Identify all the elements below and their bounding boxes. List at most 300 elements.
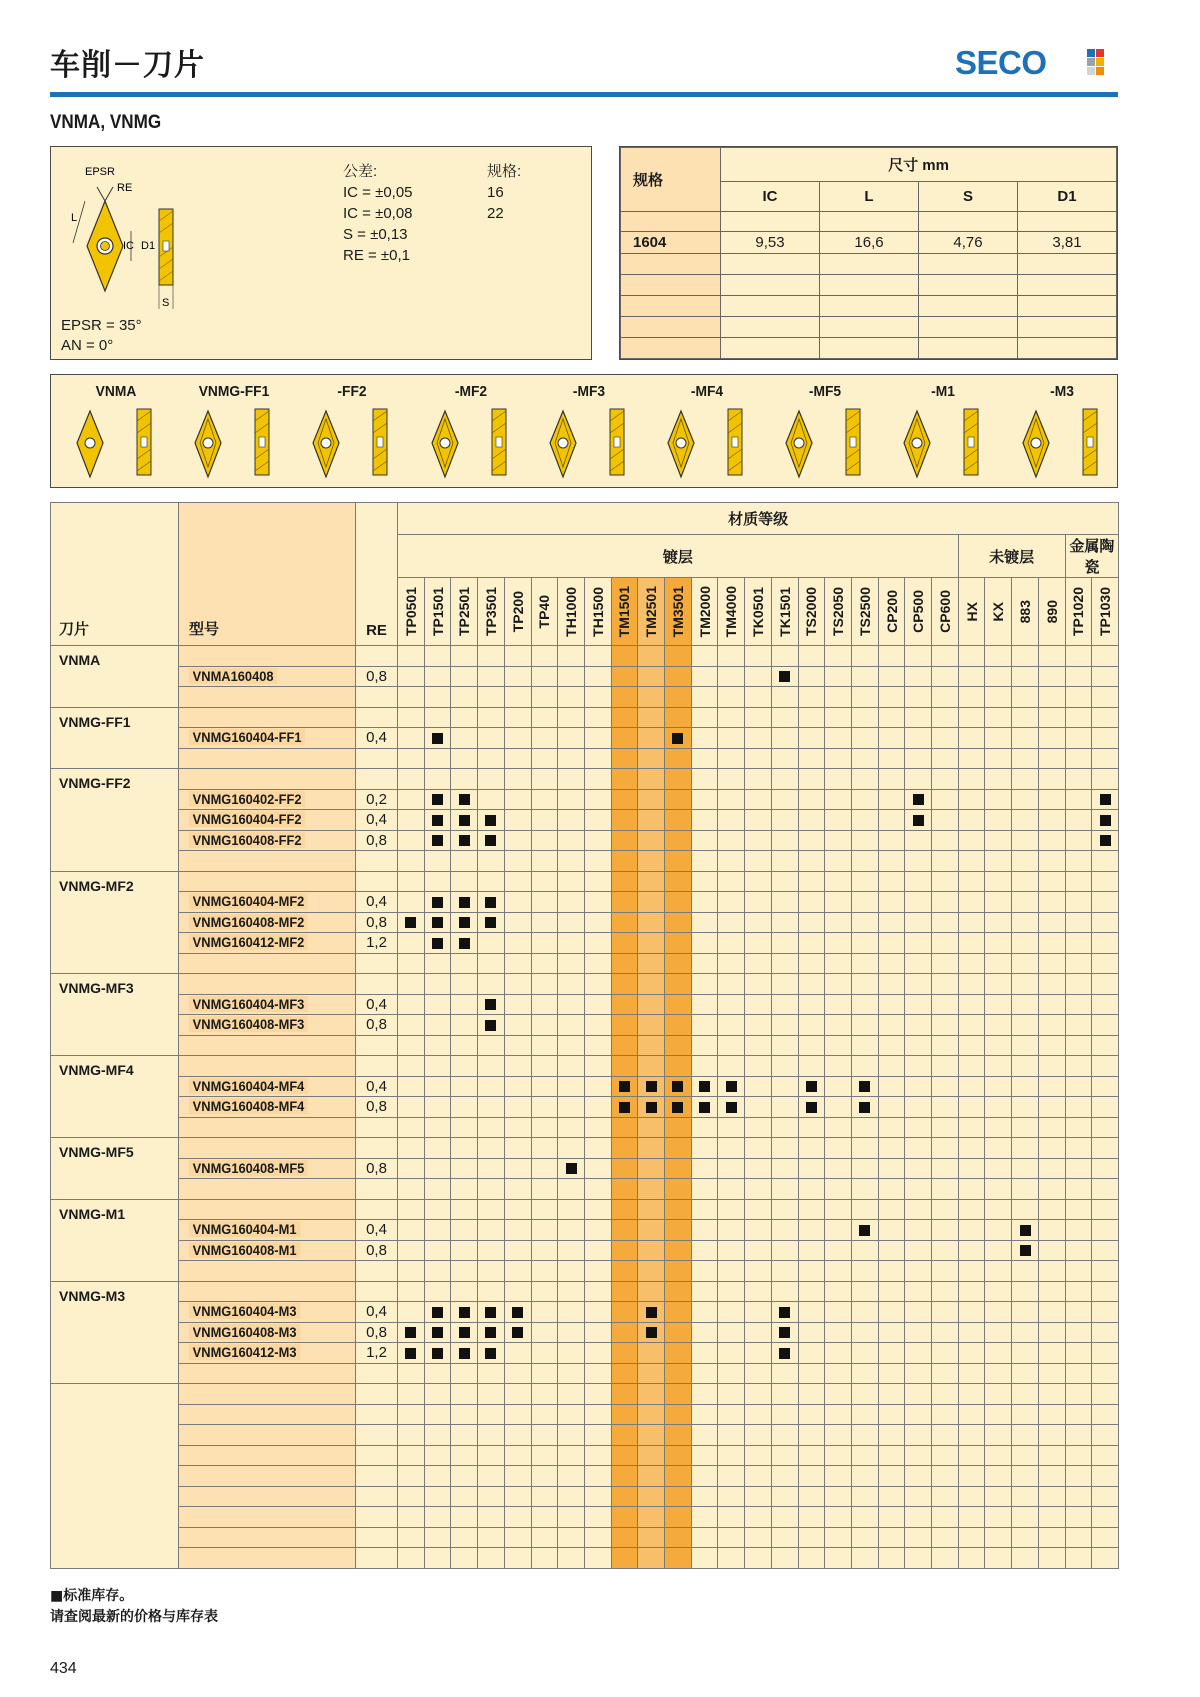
grade-cell [611,1076,638,1097]
grade-cell [665,1199,692,1220]
grade-cell [638,1507,665,1528]
grade-cell [531,1343,558,1364]
re-cell [356,1179,398,1200]
stock-mark [459,1307,470,1318]
grade-cell [398,646,425,667]
grade-cell [531,1261,558,1282]
grade-cell [1065,1302,1092,1323]
grade-cell [958,1466,985,1487]
grade-cell [1065,851,1092,872]
grade-cell [958,1179,985,1200]
grade-cell [665,748,692,769]
stock-mark [405,917,416,928]
grade-cell [851,1097,878,1118]
grade-cell [504,974,531,995]
grade-cell [558,707,585,728]
grade-name: TM2501 [643,585,660,638]
grade-cell [718,974,745,995]
grade-cell [718,1158,745,1179]
geometry-spec-panel [50,146,592,360]
grade-cell [985,1097,1012,1118]
col-header-model: 型号 [179,503,356,646]
grade-cell [531,1507,558,1528]
grade-cell [611,1138,638,1159]
grade-cell [584,707,611,728]
grade-cell [851,769,878,790]
grade-cell [958,1138,985,1159]
grade-cell [1012,1404,1039,1425]
stock-mark [619,1081,630,1092]
grade-cell [504,1015,531,1036]
page-title: 车削－刀片 [50,48,205,83]
grade-cell [745,1404,772,1425]
grade-cell [558,1117,585,1138]
grade-cell [1012,1343,1039,1364]
grade-cell [985,1445,1012,1466]
radius-value: 0,8 [366,1241,387,1259]
grade-cell [611,851,638,872]
grade-cell [1012,871,1039,892]
grade-cell [798,1240,825,1261]
grade-cell [691,646,718,667]
grade-cell [1092,953,1119,974]
grade-cell [584,728,611,749]
grade-cell [398,1548,425,1569]
grade-cell [1065,1343,1092,1364]
grade-cell [638,810,665,831]
stock-mark [432,835,443,846]
grade-cell [985,1425,1012,1446]
grade-cell [958,748,985,769]
grade-cell [878,1220,905,1241]
grade-cell [798,1507,825,1528]
grade-cell [1038,1404,1065,1425]
grade-cell [558,687,585,708]
grade-cell [718,789,745,810]
stock-mark [485,897,496,908]
grade-cell [958,789,985,810]
stock-mark [913,794,924,805]
grade-cell [825,1486,852,1507]
grade-cell [451,1322,478,1343]
grade-cell [932,1466,959,1487]
grade-cell [478,1445,505,1466]
grade-cell [478,1343,505,1364]
grade-cell [478,1179,505,1200]
grade-cell [691,1425,718,1446]
grade-cell [878,646,905,667]
table-row [51,1220,1119,1241]
grade-cell [718,1261,745,1282]
grade-cell [424,1384,451,1405]
grade-cell [851,912,878,933]
grade-cell [531,1220,558,1241]
grade-cell [745,953,772,974]
grade-header-cell [665,578,692,646]
insert-style-drawing [57,405,175,485]
grade-cell [478,933,505,954]
grade-cell [478,748,505,769]
grade-cell [398,748,425,769]
insert-style-drawing [884,405,1002,485]
insert-style-drawing [1003,405,1121,485]
grade-cell [558,1466,585,1487]
stock-mark [432,815,443,826]
grade-cell [584,1035,611,1056]
grade-cell [611,933,638,954]
grade-header-cell [825,578,852,646]
grade-cell [851,892,878,913]
grade-group-header: 镀层 [398,535,959,578]
grade-cell [745,1527,772,1548]
model-cell [179,1445,356,1466]
grade-cell [1065,1015,1092,1036]
grade-name: TH1500 [589,586,606,637]
grade-name: TM3501 [669,585,686,638]
grade-cell [905,892,932,913]
grade-cell [958,1076,985,1097]
grade-cell [451,1199,478,1220]
spacer-row [51,1548,1119,1569]
grade-cell [1092,1035,1119,1056]
grade-name: TK1501 [776,586,793,637]
tolerance-1: IC = ±0,05 [343,184,413,201]
grade-cell [745,1425,772,1446]
grade-cell [1038,1240,1065,1261]
model-cell [179,851,356,872]
grade-cell [878,1425,905,1446]
grade-cell [1012,1199,1039,1220]
grade-cell [745,1199,772,1220]
grade-cell [958,707,985,728]
grade-cell [825,1322,852,1343]
re-cell [356,1302,398,1323]
grade-cell [451,1138,478,1159]
grade-cell [665,1035,692,1056]
grade-cell [691,1404,718,1425]
grade-cell [745,1097,772,1118]
grade-cell [1012,1281,1039,1302]
stock-mark [672,733,683,744]
grade-cell [1012,1097,1039,1118]
insert-family: VNMG-M1 [51,1199,179,1281]
grade-cell [745,728,772,749]
grade-cell [451,1425,478,1446]
grade-cell [878,851,905,872]
grade-cell [718,1179,745,1200]
grade-cell [638,1466,665,1487]
spacer-row [51,1466,1119,1487]
grade-cell [851,994,878,1015]
grade-cell [531,912,558,933]
grade-cell [531,1179,558,1200]
grade-cell [932,1384,959,1405]
stock-mark [1100,815,1111,826]
insert-style-6 [766,375,884,487]
dim-col-l: L [820,182,919,212]
grade-cell [958,666,985,687]
grade-cell [771,1117,798,1138]
re-cell [356,1281,398,1302]
grade-cell [745,666,772,687]
grade-cell [584,769,611,790]
grade-cell [451,1076,478,1097]
grade-cell [905,912,932,933]
grade-name: KX [990,601,1007,622]
grade-cell [611,1404,638,1425]
model-cell [179,933,356,954]
grade-cell [1092,851,1119,872]
grade-cell [798,994,825,1015]
re-cell [356,748,398,769]
grade-cell [584,1281,611,1302]
grade-name: 883 [1017,599,1034,624]
grade-cell [584,646,611,667]
grade-cell [771,1486,798,1507]
model-code: VNMG160408-MF5 [189,1160,308,1176]
grade-cell [424,666,451,687]
table-row [51,892,1119,913]
grade-cell [905,1097,932,1118]
grade-cell [1038,707,1065,728]
grade-cell [1038,1281,1065,1302]
grade-cell [504,1302,531,1323]
grade-cell [611,1015,638,1036]
grade-cell [665,666,692,687]
grade-cell [478,1281,505,1302]
grade-cell [424,810,451,831]
grade-cell [584,830,611,851]
grade-cell [478,1117,505,1138]
grade-cell [851,1548,878,1569]
grade-cell [451,912,478,933]
grade-cell [932,871,959,892]
grade-cell [1065,1117,1092,1138]
re-label: RE [117,182,133,194]
grade-cell [825,871,852,892]
grade-cell [798,974,825,995]
grade-cell [905,1158,932,1179]
grade-cell [878,1015,905,1036]
grade-cell [558,789,585,810]
grade-cell [718,1548,745,1569]
grade-cell [584,1220,611,1241]
grade-cell [611,1322,638,1343]
grade-cell [1012,1035,1039,1056]
grade-cell [478,851,505,872]
grade-cell [531,1015,558,1036]
grade-cell [878,974,905,995]
model-code: VNMG160404-FF1 [189,729,305,745]
grade-cell [504,1158,531,1179]
grade-cell [1012,912,1039,933]
grade-cell [584,892,611,913]
grade-cell [398,1527,425,1548]
spacer-row [51,748,1119,769]
re-cell [356,1548,398,1569]
grade-cell [1065,1261,1092,1282]
grade-cell [665,810,692,831]
spacer-row [51,1527,1119,1548]
grade-cell [718,707,745,728]
grade-cell [558,1076,585,1097]
grade-cell [851,953,878,974]
insert-style-label: VNMG-FF1 [198,383,270,400]
grade-cell [878,1035,905,1056]
grade-cell [424,1056,451,1077]
grade-cell [825,1138,852,1159]
grade-cell [1038,1302,1065,1323]
grade-cell [851,728,878,749]
grade-name: TP1501 [429,586,446,637]
grade-cell [718,748,745,769]
grade-cell [558,1486,585,1507]
grade-cell [905,1343,932,1364]
grade-cell [558,871,585,892]
grade-cell [851,1138,878,1159]
grade-cell [905,871,932,892]
grade-cell [1065,1097,1092,1118]
grade-cell [905,646,932,667]
stock-mark [806,1081,817,1092]
grade-cell [531,1240,558,1261]
grade-cell [398,1404,425,1425]
grade-cell [691,1384,718,1405]
grade-cell [1092,871,1119,892]
grade-header-cell [1092,578,1119,646]
grade-cell [398,1384,425,1405]
grade-cell [478,1261,505,1282]
grade-cell [1038,1220,1065,1241]
grade-cell [851,830,878,851]
stock-mark [566,1163,577,1174]
grade-cell [584,1404,611,1425]
grade-cell [985,1322,1012,1343]
grade-cell [451,974,478,995]
grade-cell [985,974,1012,995]
grade-cell [798,707,825,728]
model-code: VNMG160404-MF4 [189,1078,308,1094]
stock-mark [432,897,443,908]
grade-header-cell [1012,578,1039,646]
grade-cell [638,1076,665,1097]
grade-cell [985,1199,1012,1220]
grade-cell [718,871,745,892]
grade-cell [531,1199,558,1220]
grade-cell [1065,1158,1092,1179]
grade-cell [1038,994,1065,1015]
grade-cell [932,1056,959,1077]
grade-cell [665,1343,692,1364]
grade-cell [825,1466,852,1487]
grade-cell [611,1466,638,1487]
grade-cell [771,1056,798,1077]
grade-cell [691,1097,718,1118]
grade-cell [851,1158,878,1179]
grade-cell [451,933,478,954]
grade-cell [611,1343,638,1364]
grade-cell [878,1507,905,1528]
grade-cell [1038,1445,1065,1466]
table-row [51,1158,1119,1179]
grade-cell [398,1466,425,1487]
grade-cell [691,1507,718,1528]
grade-cell [504,1261,531,1282]
grade-cell [1038,933,1065,954]
grade-cell [478,1322,505,1343]
grade-cell [1065,810,1092,831]
table-row [51,830,1119,851]
grade-cell [985,1548,1012,1569]
grade-cell [745,789,772,810]
grade-cell [451,1179,478,1200]
grade-cell [878,1384,905,1405]
grade-cell [932,666,959,687]
grade-cell [478,1363,505,1384]
grade-cell [958,912,985,933]
grade-cell [1092,1117,1119,1138]
grade-cell [1065,1507,1092,1528]
grade-cell [424,748,451,769]
grade-cell [851,1507,878,1528]
grade-cell [504,1322,531,1343]
grade-cell [665,912,692,933]
grade-cell [825,810,852,831]
grade-cell [531,728,558,749]
grade-cell [771,1015,798,1036]
grade-cell [878,953,905,974]
grade-cell [1065,892,1092,913]
grade-cell [958,646,985,667]
table-row [51,789,1119,810]
grade-name: TS2050 [830,586,847,637]
grade-cell [985,666,1012,687]
grade-cell [771,1466,798,1487]
grade-cell [932,1548,959,1569]
grade-cell [745,974,772,995]
grade-cell [665,707,692,728]
grade-cell [478,1548,505,1569]
grade-cell [1065,1527,1092,1548]
tolerance-3: S = ±0,13 [343,226,408,243]
grade-cell [825,1363,852,1384]
insert-style-label: -M1 [931,383,956,400]
grade-cell [905,1445,932,1466]
grade-cell [985,1363,1012,1384]
grade-cell [451,707,478,728]
grade-cell [718,769,745,790]
grade-cell [531,1404,558,1425]
grade-cell [851,933,878,954]
grade-cell [638,1404,665,1425]
grade-cell [424,1240,451,1261]
grade-cell [1092,1507,1119,1528]
model-code: VNMG160408-M3 [189,1324,300,1340]
table-row [51,1076,1119,1097]
grade-cell [771,1527,798,1548]
grade-cell [558,769,585,790]
stock-mark [459,815,470,826]
grade-cell [1038,687,1065,708]
grade-cell [611,953,638,974]
grade-cell [478,1138,505,1159]
model-cell [179,953,356,974]
grade-cell [638,1179,665,1200]
grade-cell [1092,974,1119,995]
grade-cell [878,871,905,892]
grade-cell [665,789,692,810]
re-cell [356,1404,398,1425]
